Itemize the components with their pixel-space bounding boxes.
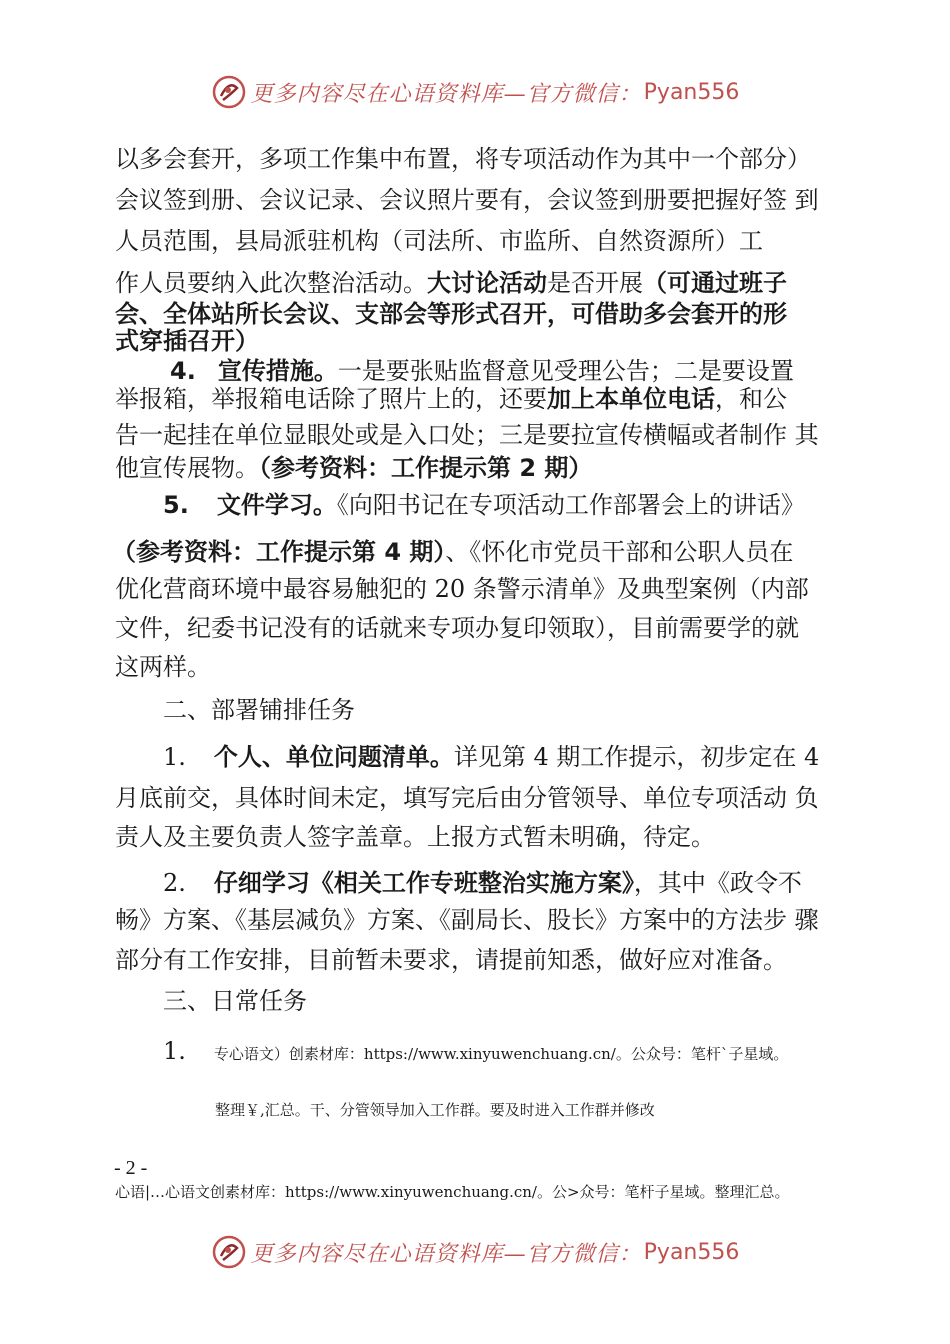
emphasis: 加上本单位电话: [547, 385, 715, 413]
list-item: 5. 文件学习。《向阳书记在专项活动工作部署会上的讲话》: [163, 491, 805, 519]
footer-note: 心语|…心语文创素材库：https://www.xinyuwenchuang.cn/。公>众号：笔杆子星域。整理汇总。: [115, 1183, 790, 1201]
logo-icon: [211, 74, 247, 110]
text-line: 这两样。: [115, 653, 211, 681]
list-item: 1. 专心语文）创素材库：https://www.xinyuwenchuang.cn/。公众号：笔杆`子星域。: [163, 1037, 789, 1065]
text-line: 他宣传展物。（参考资料：工作提示第 2 期）: [115, 454, 593, 482]
banner-wechat-id: Pyan556: [643, 1239, 740, 1265]
page-number: - 2 -: [114, 1157, 148, 1179]
text-line: 式穿插召开）: [115, 327, 259, 355]
item-heading: 文件学习。: [216, 491, 337, 519]
reference-note: （参考资料：工作提示第 4 期）: [112, 538, 446, 566]
text-line: 整理￥,汇总。干、分管领导加入工作群。要及时进入工作群并修改: [215, 1101, 655, 1119]
header-banner: [0, 72, 950, 112]
emphasis: 大讨论活动: [427, 269, 547, 297]
text-line: 会、全体站所长会议、支部会等形式召开，可借助多会套开的形: [115, 300, 787, 328]
text-line: 责人及主要负责人签字盖章。上报方式暂未明确，待定。: [115, 823, 715, 851]
text-line: 人员范围，县局派驻机构（司法所、市监所、自然资源所）工: [115, 227, 763, 255]
list-item: 4. 宣传措施。一是要张贴监督意见受理公告；二是要设置: [170, 357, 794, 385]
banner-text: 更多内容尽在心语资料库—官方微信：: [250, 81, 642, 107]
item-heading: 个人、单位问题清单。: [213, 743, 454, 771]
text-line: 告一起挂在单位显眼处或是入口处；三是要拉宣传横幅或者制作 其: [115, 421, 819, 449]
reference-note: （参考资料：工作提示第 2 期）: [259, 454, 593, 482]
item-heading: 宣传措施。: [217, 357, 338, 385]
section-heading: 二、部署铺排任务: [163, 696, 355, 724]
text-line: （参考资料：工作提示第 4 期）、《怀化市党员干部和公职人员在: [112, 538, 794, 566]
banner-text: 更多内容尽在心语资料库—官方微信：: [250, 1241, 642, 1267]
banner-wechat-id: Pyan556: [643, 79, 740, 105]
text-line: 月底前交，具体时间未定，填写完后由分管领导、单位专项活动 负: [115, 784, 819, 812]
text-line: 部分有工作安排，目前暂未要求，请提前知悉，做好应对准备。: [115, 946, 787, 974]
text-line: 文件，纪委书记没有的话就来专项办复印领取），目前需要学的就: [115, 614, 799, 642]
text-line: 优化营商环境中最容易触犯的 20 条警示清单》及典型案例（内部: [115, 575, 809, 603]
footer-banner: [0, 1232, 950, 1272]
list-item: 2. 仔细学习《相关工作专班整治实施方案》，其中《政令不: [163, 869, 802, 897]
item-heading: 仔细学习《相关工作专班整治实施方案》: [213, 869, 634, 897]
section-heading: 三、日常任务: [163, 987, 307, 1015]
text-line: 会议签到册、会议记录、会议照片要有，会议签到册要把握好签 到: [115, 186, 819, 214]
list-item: 1. 个人、单位问题清单。详见第 4 期工作提示，初步定在 4: [163, 743, 820, 771]
logo-icon: [211, 1234, 247, 1270]
text-line: 举报箱，举报箱电话除了照片上的，还要加上本单位电话，和公: [115, 385, 787, 413]
text-line: 以多会套开，多项工作集中布置，将专项活动作为其中一个部分）: [115, 145, 811, 173]
text-line: 畅》方案、《基层减负》方案、《副局长、股长》方案中的方法步 骤: [115, 906, 819, 934]
emphasis: （可通过班子: [643, 269, 787, 297]
text-line: 作人员要纳入此次整治活动。大讨论活动是否开展（可通过班子: [115, 269, 787, 297]
